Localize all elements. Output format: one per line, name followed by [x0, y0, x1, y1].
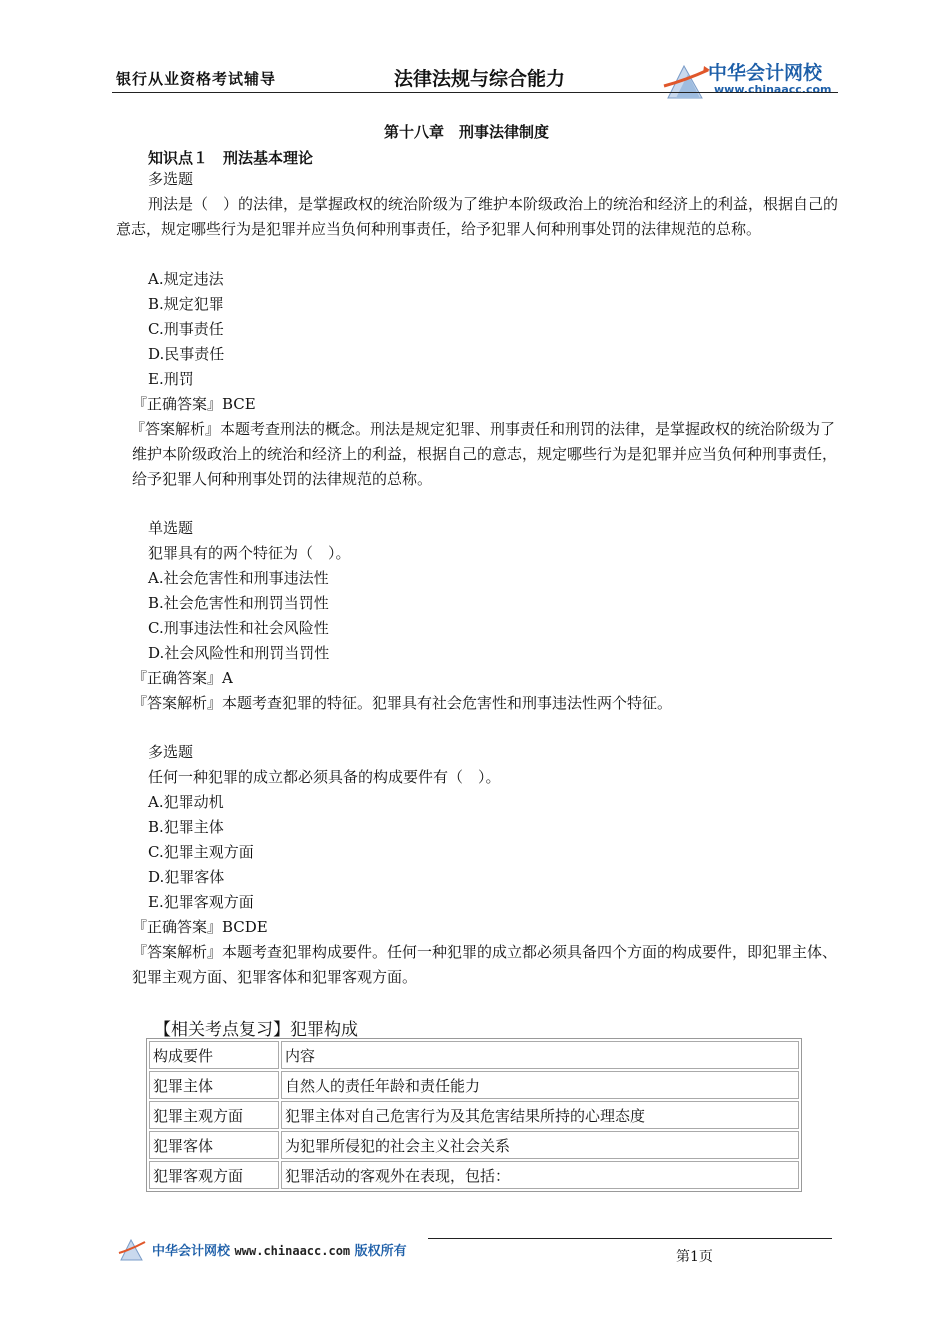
q1-stem: 刑法是（ ）的法律，是掌握政权的统治阶级为了维护本阶级政治上的统治和经济上的利益，根据自己的意志，规定哪些行为是犯罪并应当负何种刑事责任，给予犯罪人何种刑事处罚的法律规范的总称。: [116, 195, 839, 238]
table-row: [149, 1071, 799, 1099]
table-cell: 内容: [281, 1041, 799, 1069]
q3-analysis: 『答案解析』本题考查犯罪构成要件。任何一种犯罪的成立都必须具备四个方面的构成要件，即犯罪主体、犯罪主观方面、犯罪客体和犯罪客观方面。: [132, 943, 838, 986]
header-divider: [112, 92, 838, 93]
q2-stem: 犯罪具有的两个特征为（ ）。: [148, 544, 351, 562]
q1-type: 多选题: [148, 170, 194, 188]
q2-option-c: C.刑事违法性和社会风险性: [148, 619, 329, 637]
q3-answer: 『正确答案』BCDE: [132, 918, 268, 936]
q1-option-d: D.民事责任: [148, 345, 225, 363]
footer-url: www.chinaacc.com: [234, 1244, 351, 1258]
footer-brand-line: [152, 1240, 407, 1259]
q1-option-b: B.规定犯罪: [148, 295, 224, 313]
header-title: 法律法规与综合能力: [394, 68, 566, 90]
q3-option-c: C.犯罪主观方面: [148, 843, 254, 861]
q3-option-e: E.犯罪客观方面: [148, 893, 254, 911]
q2-type: 单选题: [148, 519, 194, 537]
footer-brand: 中华会计网校: [152, 1244, 231, 1259]
table-cell: 构成要件: [149, 1041, 279, 1069]
table-cell: 为犯罪所侵犯的社会主义社会关系: [281, 1131, 799, 1159]
q2-option-d: D.社会风险性和刑罚当罚性: [148, 644, 330, 662]
logo-triangle-icon: [662, 58, 710, 102]
q2-analysis: 『答案解析』本题考查犯罪的特征。犯罪具有社会危害性和刑事违法性两个特征。: [132, 694, 673, 712]
page-number: 第1页: [676, 1249, 713, 1265]
q3-option-a: A.犯罪动机: [148, 793, 224, 811]
q1-option-e: E.刑罚: [148, 370, 194, 388]
q3-option-d: D.犯罪客体: [148, 868, 225, 886]
table-row: [149, 1101, 799, 1129]
q2-option-a: A.社会危害性和刑事违法性: [148, 569, 329, 587]
footer-logo-icon: [118, 1236, 146, 1262]
q1-option-c: C.刑事责任: [148, 320, 224, 338]
table-row: [149, 1131, 799, 1159]
q3-option-b: B.犯罪主体: [148, 818, 224, 836]
review-title: 【相关考点复习】犯罪构成: [154, 1020, 358, 1040]
table-cell: 犯罪主体: [149, 1071, 279, 1099]
table-row: [149, 1041, 799, 1069]
logo-brand-name: 中华会计网校: [708, 62, 823, 84]
footer-divider: [428, 1238, 832, 1239]
review-table: [146, 1038, 802, 1192]
table-cell: 犯罪客观方面: [149, 1161, 279, 1189]
q1-answer: 『正确答案』BCE: [132, 395, 256, 413]
q1-analysis: 『答案解析』本题考查刑法的概念。刑法是规定犯罪、刑事责任和刑罚的法律，是掌握政权的统治阶级为了维护本阶级政治上的统治和经济上的利益，根据自己的意志，规定哪些行为是犯罪并应当负何种刑事责任，给予犯罪人何种刑事处罚的法律规范的总称。: [130, 420, 838, 488]
q2-answer: 『正确答案』A: [132, 669, 233, 687]
logo-url: www.chinaacc.com: [714, 83, 832, 96]
table-cell: 犯罪主观方面: [149, 1101, 279, 1129]
table-cell: 犯罪主体对自己危害行为及其危害结果所持的心理态度: [281, 1101, 799, 1129]
table-cell: 犯罪客体: [149, 1131, 279, 1159]
q3-stem: 任何一种犯罪的成立都必须具备的构成要件有（ ）。: [148, 768, 501, 786]
header-left-text: 银行从业资格考试辅导: [116, 70, 277, 88]
chapter-title: 第十八章 刑事法律制度: [384, 123, 550, 141]
q2-option-b: B.社会危害性和刑罚当罚性: [148, 594, 329, 612]
knowledge-point-heading: 知识点１ 刑法基本理论: [148, 149, 314, 167]
table-row: [149, 1161, 799, 1189]
table-cell: 犯罪活动的客观外在表现，包括：: [281, 1161, 799, 1189]
table-cell: 自然人的责任年龄和责任能力: [281, 1071, 799, 1099]
q3-type: 多选题: [148, 743, 194, 761]
q1-option-a: A.规定违法: [148, 270, 224, 288]
brand-logo: [662, 58, 842, 102]
footer-rights: 版权所有: [354, 1244, 407, 1259]
